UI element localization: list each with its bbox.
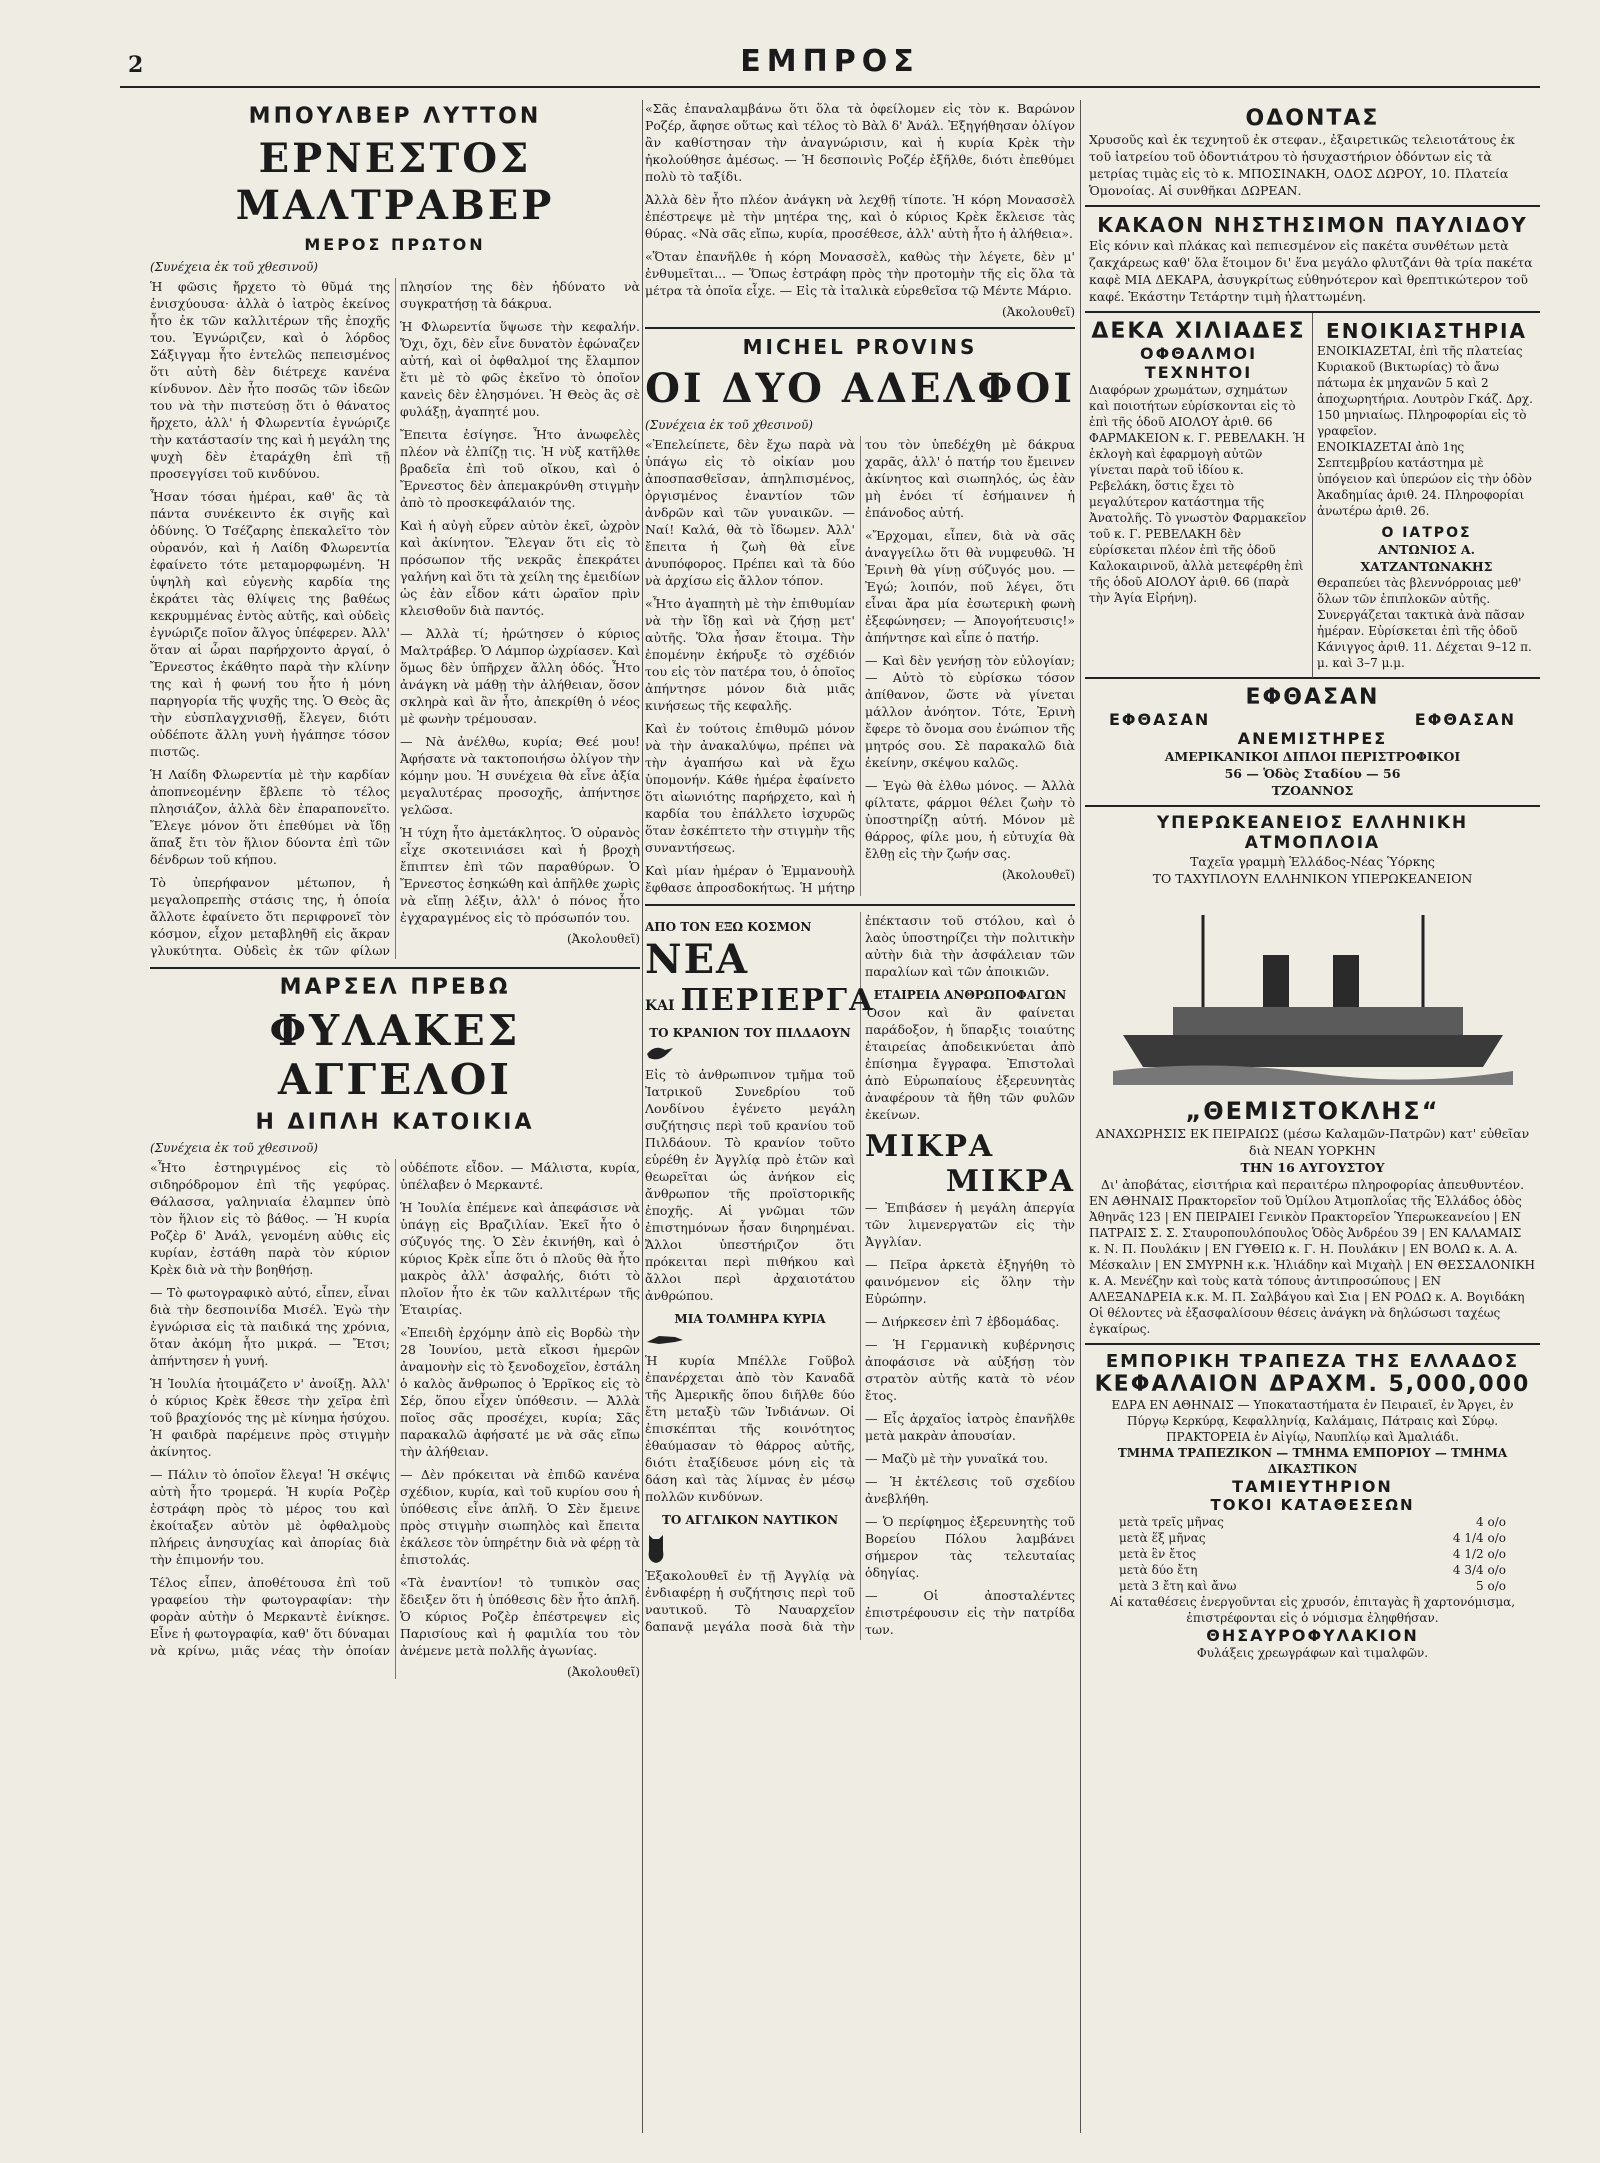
paragraph: Εἰς τὸ ἀνθρωπινον τμῆμα τοῦ Ἰατρικοῦ Συνεδρίου τοῦ Λονδίνου ἐγένετο μεγάλη συζήτησις περὶ τοῦ κρανίου τοῦ Πιλδάουν. Τὸ κρανίον τοῦτο εὑρέθη ἐν Ἀγγλίᾳ πρὸ ἐτῶν καὶ θεωρεῖται ὡς ἀνήκον εἰς ἄνθρωπον τῆς προϊστορικῆς ἐποχῆς. Αἱ γνῶμαι τῶν ἐπιστημόνων ἦσαν διηρημέναι. Ἄλλοι ὑπεστήριζον ὅτι πρόκειται περὶ πιθήκου καὶ ἄλλοι περὶ ἀρχαιοτάτου ἀνθρώπου.	[645, 1067, 855, 1303]
ad-title: ΕΦΘΑΣΑΝ	[1245, 685, 1380, 710]
ad-title: ΚΑΚΑΟΝ ΝΗΣΤΗΣΙΜΟΝ ΠΑΥΛΙΔΟΥ	[1097, 213, 1528, 237]
ad-text: 56 — Ὁδὸς Σταδίου — 56	[1224, 766, 1401, 781]
paragraph: Ἀλλὰ δὲν ἦτο πλέον ἀνάγκη νὰ λεχθῇ τίποτε. Ἡ κόρη Μονασσὲλ ἐπέστρεψε μὲ τὴν μητέρα της, καὶ ὁ κύριος Κρὲκ ἔκλεισε τὰς θύρας. «Νὰ σᾶς εἴπω, κυρία, προσέθεσε, ἀλλ' αὐτὴ ἦτο ἡ ἀλήθεια».	[645, 192, 1075, 241]
news-headline: ΤΟ ΑΓΓΛΙΚΟΝ ΝΑΥΤΙΚΟΝ	[661, 1513, 839, 1527]
rate-row	[1089, 1562, 1536, 1578]
serial-part: ΜΕΡΟΣ ΠΡΩΤΟΝ	[304, 235, 486, 254]
continuation-note: (Συνέχεια ἐκ τοῦ χθεσινοῦ)	[150, 260, 318, 274]
brief-item: — Ἡ ἐκτέλεσις τοῦ σχεδίου ἀνεβλήθη.	[865, 1474, 1075, 1506]
divider	[645, 327, 1075, 329]
brief-item: — Οἱ ἀποσταλέντες ἐπιστρέφουσιν εἰς τὴν πατρίδα των.	[865, 1588, 1075, 1637]
paragraph: — Νὰ ἀνέλθω, κυρία; Θεέ μου! Ἀφήσατε νὰ τακτοποιήσω ὀλίγον τὴν κόμην μου. Ἡ συνέχεια θὰ εἶνε ἀξία μεγαλυτέρας προσοχῆς, ἀπήντησε γελῶσα.	[400, 734, 640, 817]
serial-author: ΜΑΡΣΕΛ ΠΡΕΒΩ	[279, 975, 511, 1000]
rates-table	[1089, 1514, 1536, 1594]
ad-title: ΟΔΟΝΤΑΣ	[1245, 106, 1380, 131]
ad-text: Δι' ἀποβάτας, εἰσιτήρια καὶ περαιτέρω πληροφορίας ἀπευθυντέον.	[1100, 1177, 1525, 1192]
ad-subtitle: ΟΦΘΑΛΜΟΙ ΤΕΧΝΗΤΟΙ	[1139, 344, 1258, 382]
bird-icon	[645, 1042, 675, 1064]
rate-term: μετὰ ἕξ μῆνας	[1119, 1531, 1206, 1545]
paragraph: Ἡ Ἰουλία ἠτοιμάζετο ν' ἀνοίξῃ. Ἀλλ' ὁ κύριος Κρὲκ ἔθεσε τὴν χεῖρα ἐπὶ τοῦ βραχίονός της μὲ κίνημα ἡσύχου. Ἡ φαιδρὰ παρέμεινε πρὸς στιγμὴν ἀκίνητος.	[150, 1376, 390, 1459]
mikra-heading: ΜΙΚΡΑ	[865, 1129, 995, 1164]
ad-eyes	[1085, 313, 1313, 679]
news-headline: ΕΤΑΙΡΕΙΑ ΑΝΘΡΩΠΟΦΑΓΩΝ	[873, 988, 1067, 1002]
rate-term: μετὰ τρεῖς μῆνας	[1119, 1515, 1224, 1529]
to-be-continued: (Ἀκολουθεῖ)	[566, 932, 640, 946]
ad-title: ΥΠΕΡΩΚΕΑΝΕΙΟΣ ΕΛΛΗΝΙΚΗ ΑΤΜΟΠΛΟΙΑ	[1156, 813, 1469, 853]
section-kicker: ΑΠΟ ΤΟΝ ΕΞΩ ΚΟΣΜΟΝ	[645, 920, 812, 934]
mikra-heading: ΜΙΚΡΑ	[945, 1164, 1075, 1199]
rate-term: μετὰ ἓν ἔτος	[1119, 1547, 1197, 1561]
brief-item: — Πεῖρα ἀρκετὰ ἐξηγήθη τὸ φαινόμενον εἰς ὅλην τὴν Εὐρώπην.	[865, 1257, 1075, 1306]
paragraph: — Ἀλλὰ τί; ἠρώτησεν ὁ κύριος Μαλτράβερ. Ὁ Λάμπορ ὠχρίασεν. Καὶ ὅμως δὲν ὑπῆρχεν ἄλλη ὁδός. Ἦτο ἀνάγκη νὰ μάθῃ τὴν ἀλήθειαν, ὅσον σκληρὰ καὶ ἂν ἦτο, ἀπεκρίθη ὁ νέος μὲ φωνὴν τρέμουσαν.	[400, 626, 640, 726]
ad-text: ΠΡΑΚΤΟΡΕΙΑ ἐν Αἰγίῳ, Ναυπλίῳ καὶ Ἀμαλιάδι.	[1166, 1430, 1459, 1444]
serial-author: MICHEL PROVINS	[742, 335, 978, 359]
ad-text: Χρυσοῦς καὶ ἐκ τεχνητοῦ ἐκ στεφαν., ἐξαιρετικῶς τελειοτάτους ἐκ τοῦ ἰατρείου τοῦ ὀδοντιάτρου τὸ ἡσυχαστήριον ὀδόντων εἰς τὰ μετρίας τιμὰς εἰς τὸ κ. ΜΠΟΣΙΝΑΚΗ, ΟΔΟΣ ΔΩΡΟΥ, 10. Πλατεία Ὁμονοίας. Αἱ συνθῆκαι ΔΩΡΕΑΝ.	[1089, 132, 1515, 198]
serial-subtitle: Η ΔΙΠΛΗ ΚΑΤΟΙΚΙΑ	[255, 1110, 535, 1135]
paragraph: «Τὰ ἐναντίον! τὸ τυπικὸν σας ἔδειξεν ὅτι ἡ ὑπόθεσις δὲν ἦτο ἁπλῆ. Ὁ κύριος Ροζὲρ ἐπέστρεψεν εἰς Παρισίους καὶ ἡ φαμιλία του τὸν ἀνέμενε μετὰ πολλῆς ἀγωνίας.	[400, 1575, 640, 1658]
brief-item: — Μαζὺ μὲ τὴν γυναῖκά του.	[865, 1451, 1049, 1466]
cat-icon	[645, 1529, 667, 1565]
ad-text: Διαφόρων χρωμάτων, σχημάτων καὶ ποιοτήτων εὑρίσκονται εἰς τὸ ἐπὶ τῆς ὁδοῦ ΑΙΟΛΟΥ ἀριθ. 66 ΦΑΡΜΑΚΕΙΟΝ κ. Γ. ΡΕΒΕΛΑΚΗ. Ἡ ἐκλογὴ καὶ ἐφαρμογὴ αὐτῶν γίνεται παρὰ τοῦ ἰδίου κ. Ρεβελάκη, ὅστις ἔχει τὸ μεγαλύτερον κατάστημα τῆς Ἀνατολῆς. Τὸ γνωστὸν Φαρμακεῖον τοῦ κ. Γ. ΡΕΒΕΛΑΚΗ δὲν εὑρίσκεται πλέον ἐπὶ τῆς ὁδοῦ Καλοκαιρινοῦ, ἀλλὰ μετεφέρθη ἐπὶ τῆς ὁδοῦ ΑΙΟΛΟΥ ἀριθ. 66 (παρὰ τὴν Ἁγία Εἰρήνη).	[1089, 383, 1307, 605]
rate-row	[1089, 1530, 1536, 1546]
news-headline: ΤΟ ΚΡΑΝΙΟΝ ΤΟΥ ΠΙΛΔΑΟΥΝ	[649, 1026, 851, 1040]
paragraph: Ἡ φῶσις ἤρχετο τὸ θῦμά της ἐνισχύουσα· ἀλλὰ ὁ ἰατρὸς ἐκείνος ἦτο ἐκ τῶν καλλιτέρων τῆς ἐποχῆς του. Ἐγνώριζεν, καὶ ὁ λόρδος Σάξιγγαμ ἦτο ἐντελῶς πεπεισμένος ὅτι αὐτὴ δὲν διέτρεχε κανένα κίνδυνον. Δὲν ἦτο ποσῶς τῶν ἰδεῶν του νὰ τὴν πιστεύσῃ ὅτι ὁ θάνατος ἤρχετο, ἀλλ' ἡ Φλωρεντία ἐγνώριζε τὴν κατάστασίν της καὶ ἡ μεγάλη της ψυχὴ δὲν ἐταράχθη ἐπὶ τῇ προσεγγίσει τοῦ κινδύνου.	[150, 279, 390, 481]
ad-text: Αἱ καταθέσεις ἐνεργοῦνται εἰς χρυσόν, ἐπιταγὰς ἢ χαρτονόμισμα, ἐπιστρέφονται εἰς ὁ νόμισμα ἐληφθήσαν.	[1109, 1595, 1516, 1625]
ad-title: Ο ΙΑΤΡΟΣ	[1381, 525, 1472, 541]
ad-fans	[1085, 679, 1540, 807]
rate-value: 4 ο/ο	[1476, 1515, 1506, 1529]
kai-heading: ΚΑΙ	[645, 998, 675, 1014]
ad-title: ΤΟΚΟΙ ΚΑΤΑΘΕΣΕΩΝ	[1210, 1496, 1415, 1514]
news-headline: ΜΙΑ ΤΟΛΜΗΡΑ ΚΥΡΙΑ	[674, 1312, 826, 1326]
paragraph: Ἡ τύχη ἦτο ἀμετάκλητος. Ὁ οὐρανὸς εἶχε σκοτεινιάσει καὶ ἡ βροχὴ ἔπιπτεν ἐπὶ τῶν παραθύρων. Ὁ Ἔρνεστος ἐσηκώθη καὶ ἀπῆλθε χωρὶς νὰ εἴπῃ λέξιν, ἀλλ' ὁ πόνος ἦτο ἐγχαραγμένος εἰς τὸ πρόσωπόν του.	[400, 825, 640, 925]
ad-title: ΤΑΜΙΕΥΤΗΡΙΟΝ	[1232, 1477, 1393, 1496]
continuation-note: (Συνέχεια ἐκ τοῦ χθεσινοῦ)	[645, 418, 813, 432]
paragraph: — Δὲν πρόκειται νὰ ἐπιδῶ κανένα σχέδιον, κυρία, καὶ τοῦ κυρίου σου ἡ ὑπόθεσις εἶνε ἁπλῆ. Ὁ Σὲν ἔμεινε πρὸς στιγμὴν σιωπηλὸς καὶ ἔπειτα ἐκάλεσε τὸν ὑπηρέτην διὰ νὰ φέρῃ τὰ ἐπιστολάς.	[400, 1467, 640, 1567]
paragraph: Καὶ ἡ αὐγὴ εὗρεν αὐτὸν ἐκεῖ, ὠχρὸν καὶ ἀκίνητον. Ἔλεγαν ὅτι εἰς τὸ πρόσωπον τῆς νεκρᾶς ἐπεκράτει γαλήνη καὶ ὅτι τὰ χείλη της ἐμειδίων ὡς ἐὰν εἶδον κάτι ὡραῖον πρὶν κλεισθοῦν διὰ παντός.	[400, 518, 640, 618]
rate-value: 4 3/4 ο/ο	[1452, 1563, 1506, 1577]
ad-name: ΑΝΤΩΝΙΟΣ Α. ΧΑΤΖΑΝΤΩΝΑΚΗΣ	[1360, 542, 1493, 574]
rate-value: 4 1/2 ο/ο	[1452, 1547, 1506, 1561]
ad-text: ΑΝΑΧΩΡΗΣΙΣ ΕΚ ΠΕΙΡΑΙΩΣ (μέσω Καλαμῶν-Πατρῶν) κατ' εὐθεῖαν διὰ ΝΕΑΝ ΥΟΡΚΗΝ	[1095, 1126, 1530, 1158]
paragraph: Ἔπειτα ἐσίγησε. Ἦτο ἀνωφελὲς πλέον νὰ ἐλπίζῃ τις. Ἡ νὺξ κατῆλθε βραδεῖα ἐπὶ τοῦ οἴκου, καὶ ὁ Ἔρνεστος δὲν ἀπεμακρύνθη στιγμὴν ἀπὸ τὸ προσκεφάλαιόν της.	[400, 427, 640, 510]
ad-agents: ΕΝ ΑΘΗΝΑΙΣ Πρακτορεῖον τοῦ Ὁμίλου Ἀτμοπλοΐας τῆς Ἑλλάδος ὁδὸς Ἀθηνᾶς 123 | ΕΝ ΠΕΙΡΑΙΕΙ Γενικὸν Πρακτορεῖον Ὑπερωκεανείου | ΕΝ ΠΑΤΡΑΙΣ Σ. Σ. Σταυροπουλόπουλος Ὁδὸς Ἀνδρέου 39 | ΕΝ ΚΑΛΑΜΑΙΣ κ. Ν. Π. Πουλάκιν | ΕΝ ΓΥΘΕΙΩ κ. Γ. Η. Πουλάκιν | ΕΝ ΒΟΛΩ κ. Α. Α. Μέσκαλιν | ΕΝ ΣΜΥΡΝΗ κ.κ. Ἠλιάδην καὶ Μιχαὴλ | ΕΝ ΘΕΣΣΑΛΟΝΙΚΗ κ. Α. Μενέζην καὶ τοὺς κατὰ τόπους ἀντιπροσώπους | ΕΝ ΑΛΕΞΑΝΔΡΕΙΑ κ.κ. Μ. Π. Σαλβάγου καὶ Σια | ΕΝ ΡΟΔΩ κ. Α. Βογιδάκη	[1089, 1194, 1535, 1304]
to-be-continued: (Ἀκολουθεῖ)	[566, 1665, 640, 1679]
paragraph: Ἡ Ἰουλία ἐπέμενε καὶ ἀπεφάσισε νὰ ὑπάγῃ εἰς Βραζιλίαν. Ἐκεῖ ἦτο ὁ σύζυγός της. Ὁ Σὲν ἐκινήθη, καὶ ὁ κύριος Κρὲκ εἶπε ὅτι ὁ πλοῦς θὰ ἦτο μακρὸς ἀλλ' ἀσφαλής, διότι τὸ πλοῖον ἦτο ἐκ τῶν καλλιτέρων τῆς Ἑταιρίας.	[400, 1200, 640, 1317]
serial-title: ΕΡΝΕΣΤΟΣ ΜΑΛΤΡΑΒΕΡ	[235, 135, 555, 229]
news-section	[645, 912, 1075, 1640]
paragraph: Ἡ κυρία Μπέλλε Γοῦβολ ἐπανέρχεται ἀπὸ τὸν Καναδᾶ τῆς Ἀμερικῆς ὅπου διῆλθε δύο ἔτη μεταξὺ τῶν Ἰνδιάνων. Οἱ ἐπισκέπται τῆς κοινότητος ἐθαύμασαν τὸ θάρρος αὐτῆς, διότι ἐταξίδευσε μόνη εἰς τὰ δάση καὶ τὰς λίμνας ἐν μέσῳ πολλῶν κινδύνων.	[645, 1353, 855, 1504]
ad-text: Οἱ θέλοντες νὰ ἐξασφαλίσουν θέσεις ἀνάγκη νὰ δηλώσωσι ταχέως ἐγκαίρως.	[1089, 1306, 1501, 1336]
nea-heading: ΝΕΑ	[645, 936, 750, 983]
perierga-heading: ΠΕΡΙΕΡΓΑ	[680, 983, 875, 1018]
column-serials	[150, 100, 640, 2133]
ad-text: ΕΝΟΙΚΙΑΖΕΤΑΙ ἀπὸ 1ης Σεπτεμβρίου κατάστημα μὲ ὑπόγειον καὶ ὑπερώον εἰς τὴν ὁδὸν Ἀκαδημίας ἀριθ. 24. Πληροφορίαι ἀνωτέρω ἀριθ. 26.	[1317, 440, 1532, 518]
column-rule	[1080, 100, 1081, 2133]
ad-text: ΤΜΗΜΑ ΤΡΑΠΕΖΙΚΟΝ — ΤΜΗΜΑ ΕΜΠΟΡΙΟΥ — ΤΜΗΜΑ ΔΙΚΑΣΤΙΚΟΝ	[1117, 1446, 1508, 1476]
brief-item: — Ἡ Γερμανικὴ κυβέρνησις ἀποφάσισε νὰ αὐξήσῃ τὸν στρατὸν αὐτῆς κατὰ τὸ νέον ἔτος.	[865, 1337, 1075, 1403]
paragraph: — Ἐγὼ θὰ ἐλθω μόνος. — Ἀλλὰ φίλτατε, φάρμοι θέλει ζωὴν τὸ ὑποστηρίζῃ αὐτή. Μόνον μὲ θάρρος, φίλε μου, ἡ εὐτυχία θὰ ἔλθῃ εἰς τὴν ζωήν σας.	[865, 778, 1075, 861]
ad-text: ΤΖΟΑΝΝΟΣ	[1271, 783, 1354, 798]
ad-date: ΤΗΝ 16 ΑΥΓΟΥΣΤΟΥ	[1240, 1160, 1385, 1175]
column-middle	[645, 100, 1075, 2133]
paragraph: Τὸ ὑπερήφανον μέτωπον, ἡ μεγαλοπρεπὴς στάσις της, ἡ ὁποία ἄλλοτε ἐφαίνετο ὅτι περιφρονεῖ τὸν κόσμον, εἶχον μεταβληθῆ εἰς ἄκραν γλυκύτητα. Οὐδεὶς ἐκ τῶν φίλων πλησίον της δὲν ἠδύνατο νὰ συγκρατήσῃ τὰ δάκρυα.	[150, 279, 640, 958]
ad-text: ΕΝΟΙΚΙΑΖΕΤΑΙ, ἐπὶ τῆς πλατείας Κυριακοῦ (Βικτωρίας) τὸ ἄνω πάτωμα ἐκ μηχανῶν 5 καὶ 2 ἀποχωρητήρια. Λουτρὸν Γκάζ. Δρχ. 150 μηνιαίως. Πληροφορίαι εἰς τὸ γραφεῖον.	[1317, 344, 1533, 438]
brief-item: — Εἷς ἀρχαῖος ἰατρὸς ἐπανῆλθε μετὰ μακρὰν ἀπουσίαν.	[865, 1411, 1075, 1443]
ad-text: ΕΔΡΑ ΕΝ ΑΘΗΝΑΙΣ — Υποκαταστήματα ἐν Πειραιεῖ, ἐν Ἄργει, ἐν Πύργῳ Κερκύρᾳ, Κεφαλληνίᾳ, Καλάμαις, Πάτραις καὶ Σύρῳ.	[1111, 1398, 1514, 1428]
column-rule	[642, 100, 643, 2133]
ad-row	[1085, 313, 1540, 679]
steamship-illustration	[1113, 895, 1513, 1085]
serial-title: ΟΙ ΔΥΟ ΑΔΕΛΦΟΙ	[645, 365, 1075, 412]
ad-text: Εἰς κόνιν καὶ πλάκας καὶ πεπιεσμένον εἰς πακέτα συνθέτων μετὰ ζακχάρεως καθ' ὅλα ἕτοιμον δι' ἕνα μεγάλο φλυτζάνι θὰ τρία πακέτα καφὲ ΜΙΑ ΔΕΚΑΡΑ, ἀσυγκρίτως εὐθηνότερον καὶ θρεπτικώτερον τοῦ καφέ. Ἑκάστην Τετάρτην τιμὴ ἡλαττωμένη.	[1089, 238, 1533, 304]
ad-title: ΔΕΚΑ ΧΙΛΙΑΔΕΣ	[1091, 319, 1306, 344]
rate-value: 5 ο/ο	[1476, 1579, 1506, 1593]
ad-capital: ΚΕΦΑΛΑΙΟΝ ΔΡΑΧΜ. 5,000,000	[1094, 1372, 1531, 1397]
ad-title: ΕΜΠΟΡΙΚΗ ΤΡΑΠΕΖΑ ΤΗΣ ΕΛΛΑΔΟΣ	[1105, 1351, 1520, 1372]
paragraph: — Καὶ δὲν γενήσῃ τὸν εὐλογίαν; — Αὐτὸ τὸ εὐρίσκω τόσον ἀπίθανον, ὥστε νὰ γίνεται μάλλον ἀνόητον. Τότε, Ἐρινὴ ἔφερε τὸ ὄνομα σου ἐνώπιον τῆς μητρός σου. Σὲ παρακαλῶ διὰ ἐκείνην, σκέψου καλῶς.	[865, 653, 1075, 770]
to-be-continued: (Ἀκολουθεῖ)	[1001, 305, 1075, 319]
paragraph: «Ἐπελείπετε, δὲν ἔχω παρὰ νὰ ὑπάγω εἰς τὸ οἰκίαν μου ἀποσπασθεῖσαν, ἀπηλπισμένος, ὀργισμένος ἐναντίον τῶν ἀνδρῶν καὶ τῶν γυναικῶν. — Ναί! Καλά, θὰ τὸ ἴδωμεν. Ἀλλ' ἔπειτα ἡ ζωὴ θὰ εἶνε ἀνυπόφορος. Πρέπει καὶ τὰ δύο νὰ ἀρχίσω εἰς ἄλλον τόπον.	[645, 437, 855, 588]
ad-title: ΕΦΘΑΣΑΝ	[1109, 710, 1211, 729]
serial-body	[150, 278, 640, 959]
ad-subtitle: Ταχεῖα γραμμὴ Ἑλλάδος-Νέας Ὑόρκης	[1190, 854, 1435, 869]
ad-text: ΑΜΕΡΙΚΑΝΙΚΟΙ ΔΙΠΛΟΙ ΠΕΡΙΣΤΡΟΦΙΚΟΙ	[1164, 749, 1461, 764]
divider	[150, 967, 640, 969]
paragraph: «Ἦτο ἀγαπητὴ μὲ τὴν ἐπιθυμίαν νὰ τὴν ἴδῃ καὶ νὰ ζήσῃ μετ' αὐτῆς. Ὅλα ἦσαν ἕτοιμα. Τὴν ἑπομένην ἐκήρυξε τὸ σχέδιόν του εἰς τὸν πατέρα του, ὁ ὁποῖος ἀπήντησε μόνον διὰ μιᾶς κινήσεως τῆς κεφαλῆς.	[645, 596, 855, 713]
crocodile-icon	[645, 1328, 685, 1350]
paragraph: «Ἔρχομαι, εἶπεν, διὰ νὰ σᾶς ἀναγγείλω ὅτι θὰ νυμφευθῶ. Ἡ Ἐρινὴ θὰ γίνῃ σύζυγός μου. — Ἐγώ; λοιπόν, ποῦ λέγει, ὅτι εἶναι ἄρα μία ἐσωτερικὴ φωνὴ ἐξεφώνησεν; — Ἀπογοήτευσις!» ἀπήντησε καὶ εἶπε ὁ πατήρ.	[865, 528, 1075, 645]
continuation-note: (Συνέχεια ἐκ τοῦ χθεσινοῦ)	[150, 1141, 318, 1155]
rate-term: μετὰ δύο ἔτη	[1119, 1563, 1198, 1577]
paragraph: — Πάλιν τὸ ὁποῖον ἔλεγα! Ἡ σκέψις αὐτὴ ἦτο τρομερά. Ἡ κυρία Ροζὲρ ἐστράφη πρὸς τὸ μέρος του καὶ ἐκοίταξεν αὐτὸν μὲ ὀφθαλμοὺς πλήρεις ἀνησυχίας καὶ ἀπορίας διὰ τὴν ἐπιμονήν του.	[150, 1467, 390, 1567]
masthead	[120, 38, 1540, 88]
ad-text: Θεραπεύει τὰς βλεννόρροιας μεθ' ὅλων τῶν ἐπιπλοκῶν αὐτῆς. Συνεργάζεται τακτικὰ ἀνὰ πᾶσαν ἡμέραν. Εὑρίσκεται ἐπὶ τῆς ὁδοῦ Κάνιγγος ἀριθ. 11. Δέχεται 9–12 π. μ. καὶ 3–7 μ.μ.	[1317, 576, 1532, 670]
rate-value: 4 1/4 ο/ο	[1452, 1531, 1506, 1545]
ad-subtitle: ΤΟ ΤΑΧΥΠΛΟΥΝ ΕΛΛΗΝΙΚΟΝ ΥΠΕΡΩΚΕΑΝΕΙΟΝ	[1152, 871, 1473, 886]
column-ads	[1085, 100, 1540, 2133]
ad-dentist	[1085, 100, 1540, 207]
ad-cocoa	[1085, 207, 1540, 313]
ad-shipping	[1085, 807, 1540, 1345]
rate-row	[1089, 1546, 1536, 1562]
paragraph: «Ἐπειδὴ ἐρχόμην ἀπὸ εἰς Βορδὼ τὴν 28 Ἰουνίου, μετὰ εἴκοσι ἡμερῶν ἀναμονὴν εἰς τὸ ξενοδοχεῖον, ἐστάλη ὁ καλὸς ἄνθρωπος ὁ Ἐρρῖκος εἰς τὸ Σέρ, ὅπου εἶχεν ὑπόθεσιν. — Ἀλλὰ ποῖος σᾶς προσέχει, κυρία; Σᾶς παρακαλῶ ἀφήσατέ με νὰ σᾶς εἴπω τὴν ἀλήθειαν.	[400, 1325, 640, 1459]
ad-ship-name: „ΘΕΜΙΣΤΟΚΛΗΣ“	[1185, 1097, 1440, 1125]
paragraph: Καὶ μίαν ἡμέραν ὁ Ἐμμανουὴλ ἔφθασε ἀπροσδοκήτως. Ἡ μήτηρ του τὸν ὑπεδέχθη μὲ δάκρυα χαρᾶς, ἀλλ' ὁ πατήρ του ἔμεινεν ἀκίνητος καὶ σιωπηλός, ὡς ἐὰν μὴ ἐνόει τί ἐσήμαινεν ἡ ἐπάνοδος αὐτή.	[645, 437, 1075, 895]
paragraph: «Ὅταν ἐπανῆλθε ἡ κόρη Μονασσὲλ, καθὼς τὴν λέγετε, δὲν μ' ἐνθυμεῖται... — Ὅπως ἐστράφη πρὸς τὴν προτομὴν τῆς εἰς ὅλα τὰ μέτρα τὰ ὁποῖα εἶχε. — Εἰς τὰ ἰταλικὰ εὑρεθεῖσα τῷ Μέντε Μάριο.	[645, 249, 1075, 298]
paragraph: Καὶ ἐν τούτοις ἐπιθυμῶ μόνον νὰ τὴν ἀνακαλύψω, πρέπει νὰ τὴν ἀγαπήσω καὶ νὰ ἔχω ὑπομονήν. Κάθε ἡμέρα ἐφαίνετο ὅτι αἰωνιότης παρήρχετο, καὶ ἡ καρδία του ἐπάλλετο ἰσχυρῶς ὅταν ἐσκέπτετο τὴν στιγμὴν τῆς συναντήσεως.	[645, 721, 855, 855]
paragraph: «Ἦτο ἐστηριγμένος εἰς τὸ σιδηρόδρομον ἐπὶ τῆς γεφύρας. Θάλασσα, γαληνιαία ἐλαμπεν ὑπὸ τὸν ἥλιον εἰς τὸ βάθος. — Ἡ κυρία Ροζὲρ δ' Ἀνάλ, γενομένη αὐθις εἰς κυρίαν, ἐστάθη παρὰ τὸν κύριον Κρὲκ διὰ νὰ τὴν βοηθήσῃ.	[150, 1160, 390, 1277]
serial-body	[645, 436, 1075, 896]
ad-rentals	[1313, 313, 1540, 679]
brief-item: — Διήρκεσεν ἐπὶ 7 ἑβδομάδας.	[865, 1314, 1060, 1329]
rate-row	[1089, 1578, 1536, 1594]
paragraph: Ἡ Φλωρεντία ὕψωσε τὴν κεφαλήν. Ὄχι, ὄχι, δὲν εἶνε δυνατὸν ἐφώναζεν αὐτή, καὶ οἱ ὀφθαλμοί της ἔλαμπον ἔτι μὲ τὸ φῶς ἐκεῖνο τὸ ὁποῖον κανεὶς δὲν ἐλησμόνει. Ἡ Θεὸς ἂς σὲ φυλάξῃ, ἀγαπητέ μου.	[400, 319, 640, 419]
ad-title: ΕΦΘΑΣΑΝ	[1414, 710, 1516, 729]
paragraph: «Σᾶς ἐπαναλαμβάνω ὅτι ὅλα τὰ ὀφείλομεν εἰς τὸν κ. Βαρώνον Ροζέρ, ἄφησε οὕτως καὶ τέλος τὸ Βὰλ δ' Ἀνάλ. Ἐξηγήθησαν ὀλίγον ἂν καθίστησαν τὴν ἀναγνώρισιν, καὶ ἡ κυρία Κρὲκ τὴν ἠκολούθησε ἀμέσως. — Ἡ δεσποινὶς Ροζέρ ἐξῆλθε, διότι ἐπεθύμει πολὺ τὸ ταξίδι.	[645, 101, 1075, 184]
serial-author: ΜΠΟΥΛΒΕΡ ΛΥΤΤΟΝ	[248, 104, 542, 129]
brief-item: — Ἐπιβάσεν ἡ μεγάλη ἀπεργία τῶν λιμενεργατῶν εἰς τὴν Ἀγγλίαν.	[865, 1200, 1075, 1249]
serial-body	[150, 1159, 640, 1679]
paragraph: Ἐξακολουθεῖ ἐν τῇ Ἀγγλίᾳ νὰ ἐνδιαφέρῃ ἡ συζήτησις περὶ τοῦ ναυτικοῦ. Τὸ Ναυαρχεῖον δαπανᾷ μεγάλα ποσὰ διὰ τὴν ἐπέκτασιν τοῦ στόλου, καὶ ὁ λαὸς ὑποστηρίζει τὴν πολιτικὴν αὐτὴν διὰ τὴν ἀσφάλειαν τῶν παραλίων καὶ τῶν ἀποικιῶν.	[645, 913, 1075, 1634]
serial-title: ΦΥΛΑΚΕΣ ΑΓΓΕΛΟΙ	[269, 1006, 521, 1104]
ad-text: Φυλάξεις χρεωγράφων καὶ τιμαλφῶν.	[1196, 1646, 1429, 1660]
rate-term: μετὰ 3 ἔτη καὶ ἄνω	[1119, 1579, 1237, 1593]
paragraph: Ἦσαν τόσαι ἡμέραι, καθ' ἃς τὰ πάντα συνέκειντο ἐκ σιγῆς καὶ ὀδύνης. Ὁ Τσέζαρης ἐπεκαλεῖτο τὸν οὐρανόν, καὶ ἡ Λαίδη Φλωρεντία ἐφαίνετο τότε μεταμορφωμένη. Ἡ ὑψηλὴ καὶ εὐγενὴς καρδία της ἐκράτει τὰς θλίψεις της βαθέως κεκρυμμένας ἐντὸς αὐτῆς, καὶ οὐδεὶς ἐγνώριζε ποῖον ἄλγος ὑπέφερεν. Ἀλλ' ὅταν αἱ ὧραι παρήρχοντο ἀργαί, ὁ Ἔρνεστος ἐκάθητο παρὰ τὴν κλίνην της καὶ ἡ φωνή του ἦτο ἡ μόνη παρηγορία τῆς ψυχῆς της. Ὁ Θεὸς ἂς τὴν εὐσπλαγχνισθῇ, ἔλεγεν, διότι οὐδέποτε ἄλλη γυνὴ ἠγάπησε τόσον πιστῶς.	[150, 489, 390, 759]
ad-bank	[1085, 1345, 1540, 1667]
ad-title: ΘΗΣΑΥΡΟΦΥΛΑΚΙΟΝ	[1206, 1626, 1419, 1645]
paragraph: Ὅσον καὶ ἂν φαίνεται παράδοξον, ἡ ὕπαρξις τοιαύτης ἑταιρείας ἀποδεικνύεται ἀπὸ ἐπίσημα ἔγγραφα. Ἐπιστολαὶ ἀπὸ Εὐρωπαίους ἐξερευνητὰς ἀναφέρουν τὰ ἤθη τῶν φυλῶν ἐκείνων.	[865, 1005, 1075, 1122]
page-number: 2	[128, 52, 144, 78]
ad-title: ΕΝΟΙΚΙΑΣΤΗΡΙΑ	[1326, 319, 1527, 343]
brief-item: — Ὁ περίφημος ἐξερευνητὴς τοῦ Βορείου Πόλου λαμβάνει σήμερον τὰς τελευταίας ὁδηγίας.	[865, 1514, 1075, 1580]
divider	[645, 904, 1075, 906]
paragraph: Τέλος εἶπεν, ἀποθέτουσα ἐπὶ τοῦ γραφείου τὴν φωτογραφίαν: τὴν φορὰν αὐτὴν ὁ Μερκαντὲ ἐνίκησε. Εἶνε ἡ φωτογραφία, καθ' ὅτι δύναμαι νὰ κρίνω, μιᾶς νέας τὴν ὁποίαν οὐδέποτε εἶδον. — Μάλιστα, κυρία, ὑπέλαβεν ὁ Μερκαντέ.	[150, 1160, 640, 1658]
to-be-continued: (Ἀκολουθεῖ)	[1001, 868, 1075, 882]
paragraph: Ἡ Λαίδη Φλωρεντία μὲ τὴν καρδίαν ἀποπνεομένην ἔβλεπε τὸ τέλος πλησιάζον, ἀλλὰ δὲν ἐπαραπονεῖτο. Ἔλεγε μόνον ὅτι ἐπεθύμει νὰ ἴδῃ ἅπαξ ἔτι τὸν ἥλιον δύοντα ἐπὶ τῶν δένδρων τοῦ κήπου.	[150, 767, 390, 867]
ad-title: ΑΝΕΜΙΣΤΗΡΕΣ	[1237, 729, 1388, 748]
masthead-title: ΕΜΠΡΟΣ	[740, 44, 920, 79]
paragraph: — Τὸ φωτογραφικὸ αὐτό, εἶπεν, εἶναι διὰ τὴν δεσποινίδα Μισέλ. Ἐγὼ τὴν ἐγνώρισα εἰς τὰ παιδικά της χρόνια, ὅταν ἀκόμη ἦτο μικρά. — Ἔτσι; ἀπήντησεν ἡ γυνή.	[150, 1285, 390, 1368]
rate-row	[1089, 1514, 1536, 1530]
